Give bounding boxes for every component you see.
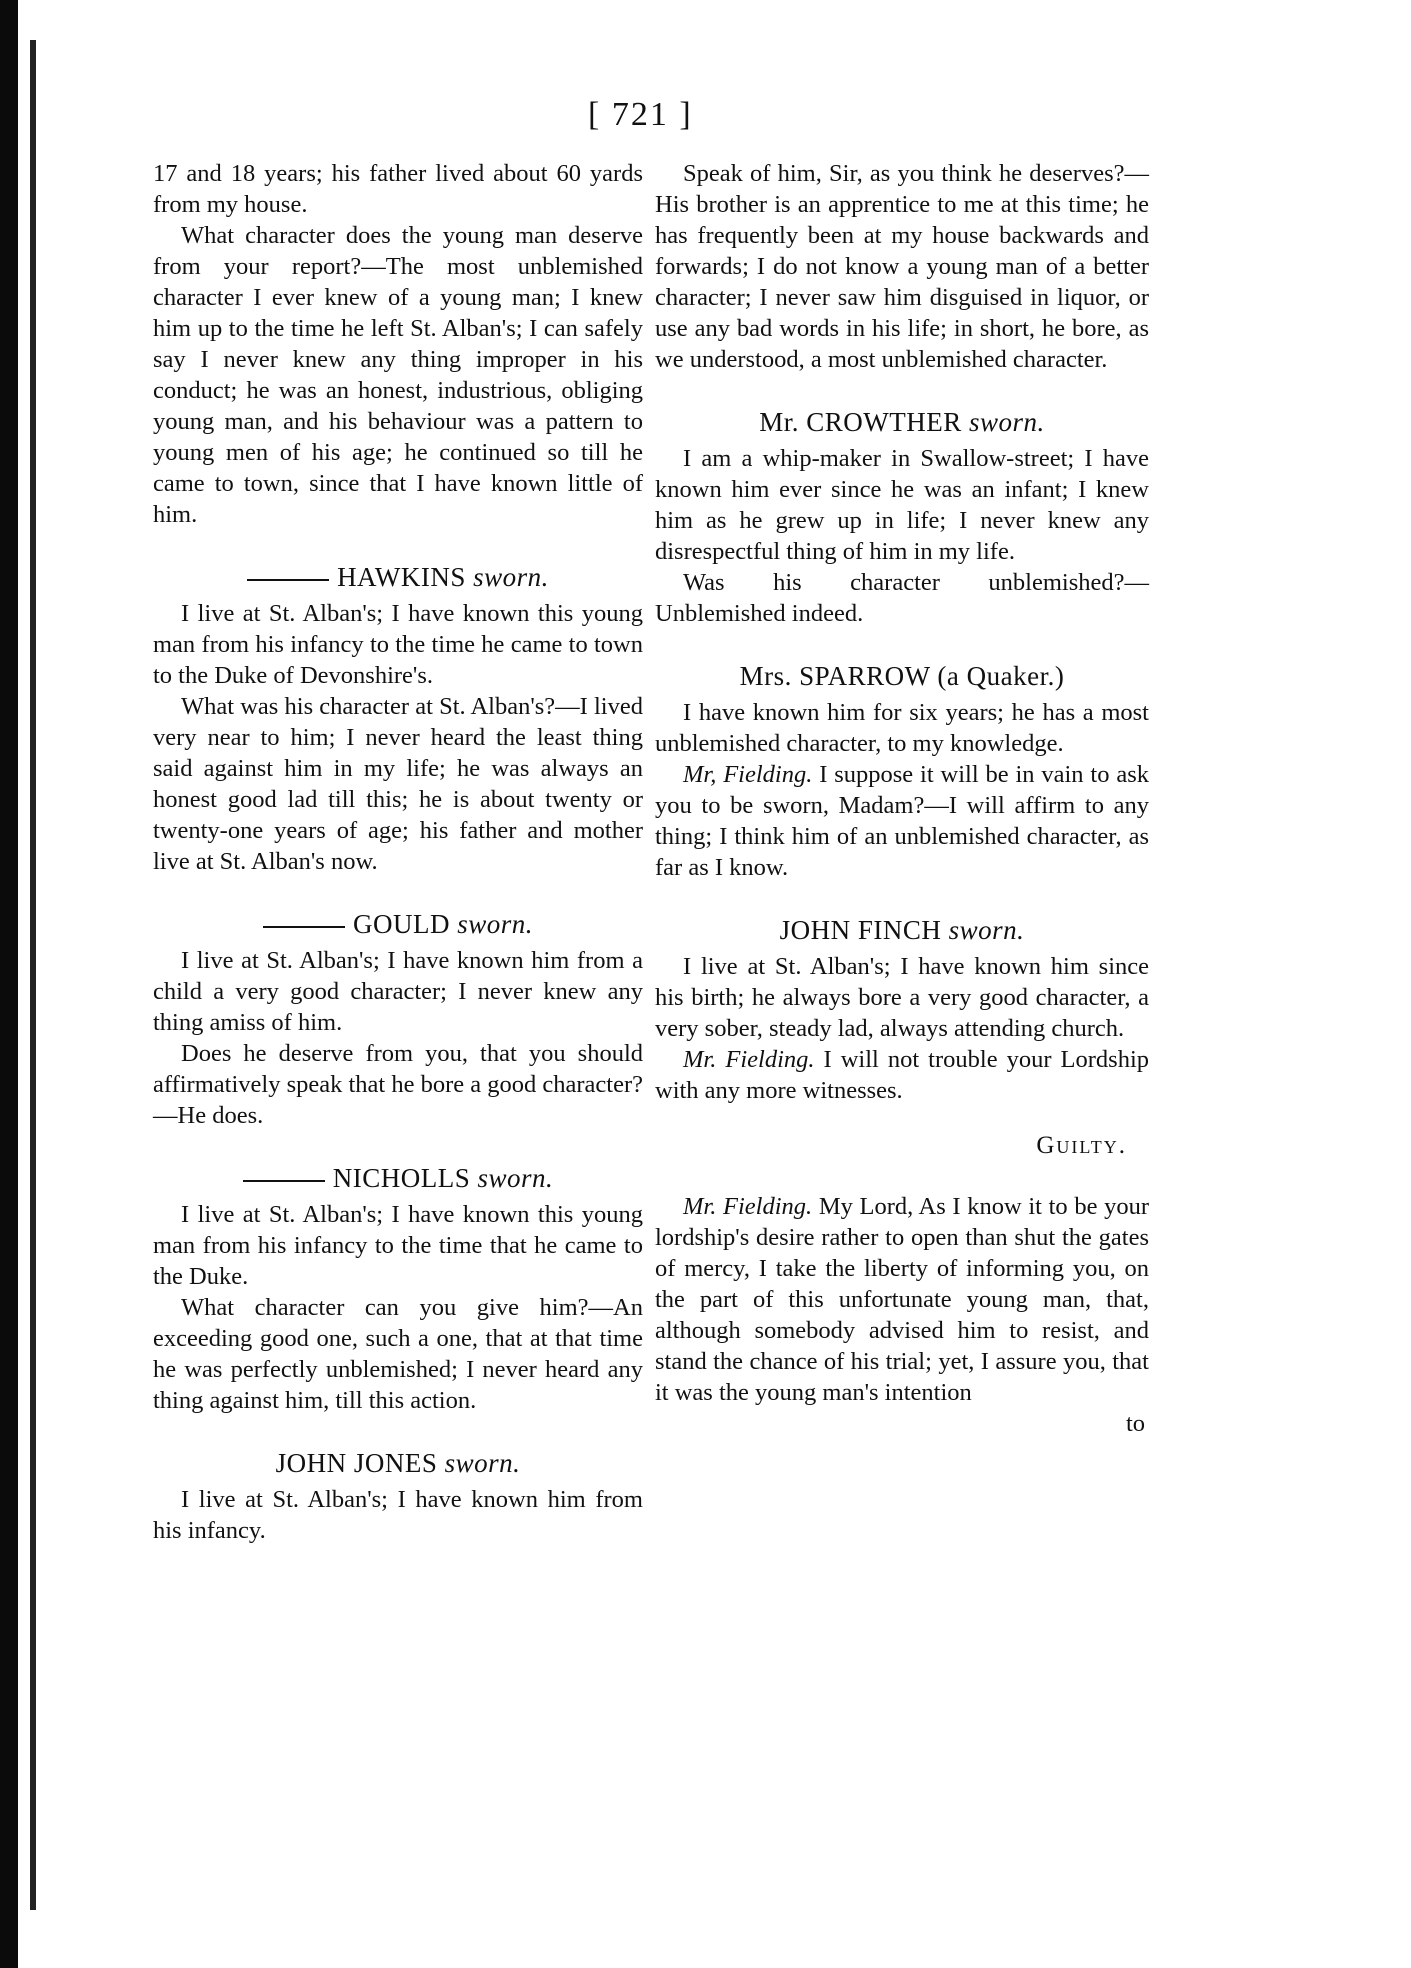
page-margin-rule: [30, 40, 36, 1910]
sworn-label: sworn.: [477, 1163, 554, 1193]
paragraph: I live at St. Alban's; I have known this young man from his infancy to the time he came to town to the Duke of Devonshire's.: [153, 600, 643, 689]
sworn-label: sworn.: [968, 407, 1045, 437]
sworn-label: sworn.: [948, 915, 1025, 945]
paragraph: I am a whip-maker in Swallow-street; I have known him ever since he was an infant; I knew him as he grew up in life; I never knew any disrespectful thing of him in my life.: [655, 445, 1149, 565]
catchword: to: [1125, 1410, 1145, 1437]
witness-heading-sparrow: Mrs. SPARROW (a Quaker.): [739, 661, 1065, 691]
speech-text: My Lord, As I know it to be your lordship's desire rather to open than shut the gates of mercy, I take the liberty of informing you, on the part of this unfortunate young man, that, although somebody advised him to resist, and stand the chance of his trial; yet, I assure you, that it was the young man's intention: [655, 1193, 1150, 1406]
paragraph: 17 and 18 years; his father lived about 60 yards from my house.: [153, 160, 643, 218]
paragraph: Was his character unblemished?—Unblemished indeed.: [655, 569, 1149, 627]
heading-dash: [263, 926, 345, 928]
heading-dash: [247, 579, 329, 581]
witness-name: JOHN FINCH: [779, 915, 942, 945]
witness-name: GOULD: [352, 909, 450, 939]
paragraph: [655, 1191, 1149, 1408]
witness-heading-john-finch: [655, 913, 1149, 947]
paragraph: I live at St. Alban's; I have known this young man from his infancy to the time that he came to the Duke.: [153, 1201, 643, 1290]
witness-name: JOHN JONES: [275, 1448, 438, 1478]
witness-heading-nicholls: [153, 1161, 643, 1195]
heading-dash: [243, 1180, 325, 1182]
witness-heading-hawkins: [153, 560, 643, 594]
speaker-name: Mr. Fielding.: [683, 1193, 813, 1220]
paragraph: What was his character at St. Alban's?—I lived very near to him; I never heard the least thing said against him in my life; he was always an honest good lad till this; he is about twenty or twenty-one years of age; his father and mother live at St. Alban's now.: [153, 693, 643, 875]
sworn-label: sworn.: [444, 1448, 521, 1478]
witness-heading-john-jones: [153, 1446, 643, 1480]
paragraph: I live at St. Alban's; I have known him since his birth; he always bore a very good character, a very sober, steady lad, always attending church.: [655, 953, 1149, 1042]
sworn-label: sworn.: [473, 562, 549, 592]
paragraph: I live at St. Alban's; I have known him from his infancy.: [153, 1486, 643, 1544]
speaker-name: Mr, Fielding.: [683, 761, 813, 788]
witness-name: NICHOLLS: [332, 1163, 471, 1193]
witness-name: HAWKINS: [337, 562, 466, 592]
paragraph: Speak of him, Sir, as you think he deserves?—His brother is an apprentice to me at this time; he has frequently been at my house backwards and forwards; I do not know a young man of a better character; I never saw him disguised in liquor, or use any bad words in his life; in short, he bore, as we understood, a most unblemished character.: [655, 160, 1149, 373]
paragraph: I live at St. Alban's; I have known him from a child a very good character; I never knew any thing amiss of him.: [153, 947, 643, 1036]
left-column: [153, 158, 643, 1546]
paragraph: I have known him for six years; he has a most unblemished character, to my knowledge.: [655, 699, 1149, 757]
paragraph: [655, 1044, 1149, 1106]
spacer: [655, 1161, 1149, 1191]
page-number: [ 721 ]: [588, 96, 693, 133]
right-column: [655, 158, 1149, 1439]
paragraph: [655, 759, 1149, 883]
verdict: Guilty.: [1036, 1132, 1127, 1159]
sworn-label: sworn.: [457, 909, 534, 939]
speech-text: I suppose it will be in vain to ask you to be sworn, Madam?—I will affirm to any thing; I think him of an unblemished character, as far as I know.: [655, 761, 1149, 881]
speech-text: I will not trouble your Lordship with any more witnesses.: [655, 1046, 1149, 1104]
witness-name: Mr. CROWTHER: [759, 407, 962, 437]
paragraph: Does he deserve from you, that you should affirmatively speak that he bore a good character?—He does.: [153, 1040, 643, 1129]
speaker-name: Mr. Fielding.: [683, 1046, 815, 1073]
witness-heading-gould: [153, 907, 643, 941]
paragraph: What character does the young man deserve from your report?—The most unblemished character I ever knew of a young man; I knew him up to the time he left St. Alban's; I can safely say I never knew any thing improper in his conduct; he was an honest, industrious, obliging young man, and his behaviour was a pattern to young men of his age; he continued so till he came to town, since that I have known little of him.: [153, 222, 643, 528]
paragraph: What character can you give him?—An exceeding good one, such a one, that at that time he was perfectly unblemished; I never heard any thing against him, till this action.: [153, 1294, 643, 1414]
witness-heading-crowther: [655, 405, 1149, 439]
page-binding-edge: [0, 0, 18, 1968]
